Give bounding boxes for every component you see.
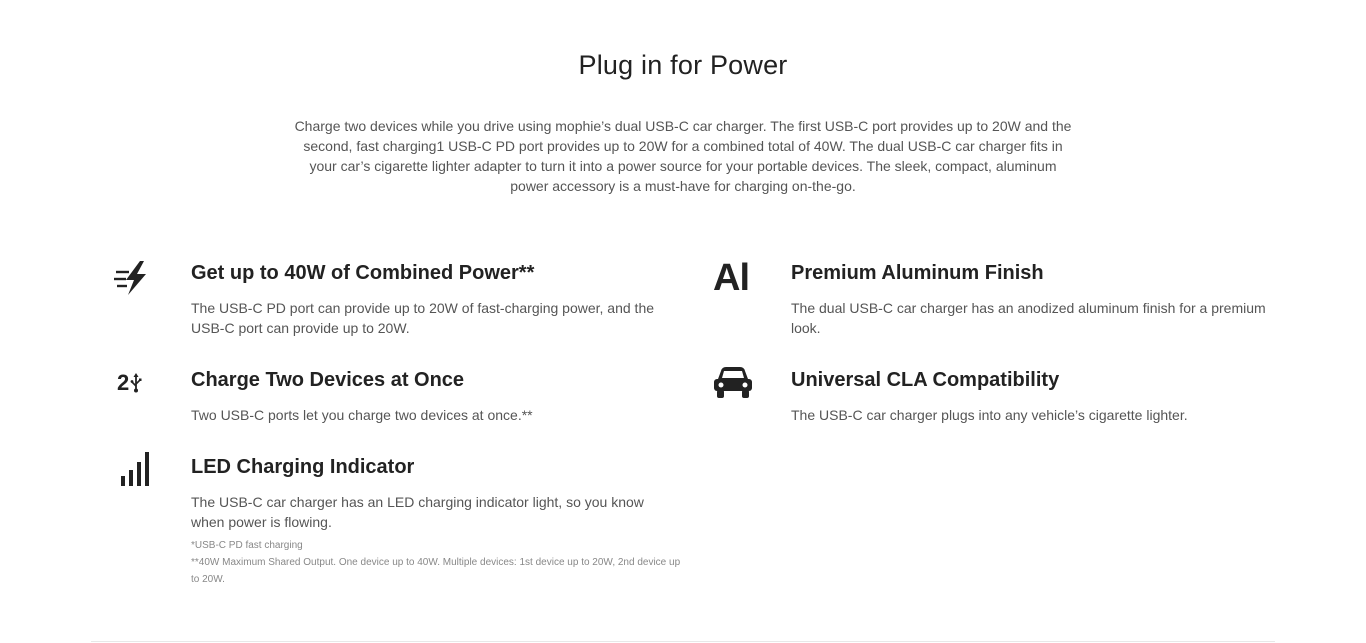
feature-title: Premium Aluminum Finish (791, 262, 1044, 284)
footnotes (191, 537, 681, 588)
feature-two-devices (113, 369, 693, 429)
feature-title: Universal CLA Compatibility (791, 369, 1060, 391)
feature-description: The USB-C car charger plugs into any vehicle’s cigarette lighter. (791, 407, 1188, 423)
feature-title: Get up to 40W of Combined Power** (191, 262, 535, 284)
aluminum-icon (713, 256, 757, 300)
footnote: **40W Maximum Shared Output. One device up to 40W. Multiple devices: 1st device up to 20W, 2nd device up to 20W. (191, 557, 681, 585)
feature-aluminum-finish (713, 257, 1293, 342)
lightning-speed-icon (113, 256, 157, 300)
feature-description: The dual USB-C car charger has an anodized aluminum finish for a premium look. (791, 300, 1266, 336)
feature-description: Two USB-C ports let you charge two devices at once.** (191, 407, 533, 423)
footnote: *USB-C PD fast charging (191, 540, 303, 551)
feature-title: Charge Two Devices at Once (191, 369, 465, 391)
car-icon (711, 361, 755, 405)
feature-universal-cla (713, 369, 1293, 429)
feature-combined-power (113, 262, 693, 342)
aluminum-icon-label: Al (713, 257, 749, 299)
feature-title: LED Charging Indicator (191, 456, 415, 478)
signal-bars-icon (113, 446, 157, 490)
feature-description: The USB-C PD port can provide up to 20W of fast-charging power, and the USB-C port can provide up to 20W. (191, 300, 655, 336)
section-intro: Charge two devices while you drive using mophie’s dual USB-C car charger. The first USB-C port provides up to 20W and the second, fast charging1 USB-C PD port provides up to 20W for a combined total of 40W. The dual USB-C car charger fits in your car’s cigarette lighter adapter to turn it into a power source for your portable devices. The sleek, compact, aluminum power accessory is a must-have for charging on-the-go. (294, 118, 1072, 194)
section-title: Plug in for Power (578, 50, 788, 80)
feature-led-indicator (113, 456, 693, 536)
two-usb-icon (117, 361, 161, 405)
section-divider (91, 641, 1275, 642)
feature-description: The USB-C car charger has an LED charging indicator light, so you know when power is flowing. (191, 494, 644, 530)
two-usb-icon-number: 2 (117, 370, 130, 395)
